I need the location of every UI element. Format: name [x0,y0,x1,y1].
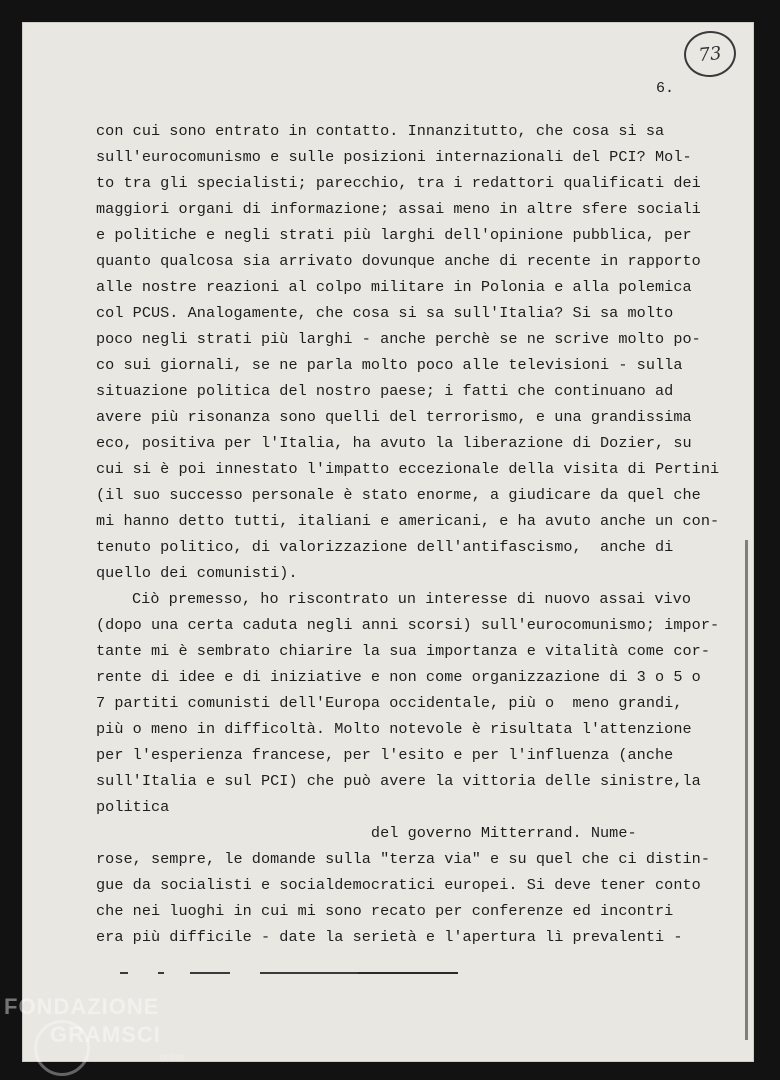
text-line: avere più risonanza sono quelli del terrorismo, e una grandissima [96,408,692,426]
text-line: tante mi è sembrato chiarire la sua importanza e vitalità come cor- [96,642,710,660]
text-line: to tra gli specialisti; parecchio, tra i redattori qualificati dei [96,174,701,192]
text-line: Ciò premesso, ho riscontrato un interesse di nuovo assai vivo [132,590,692,608]
text-line: tenuto politico, di valorizzazione dell'antifascismo, anche di [96,538,674,556]
text-line: che nei luoghi in cui mi sono recato per conferenze ed incontri [96,902,674,920]
text-line: maggiori organi di informazione; assai meno in altre sfere sociali [96,200,701,218]
text-line: eco, positiva per l'Italia, ha avuto la liberazione di Dozier, su [96,434,692,452]
text-line: quanto qualcosa sia arrivato dovunque anche di recente in rapporto [96,252,701,270]
text-line: rose, sempre, le domande sulla "terza via" e su quel che ci distin- [96,850,710,868]
watermark-line-2: GRAMSCI [50,1022,161,1047]
text-line: quello dei comunisti). [96,564,298,582]
text-line: mi hanno detto tutti, italiani e americani, e ha avuto anche un con- [96,512,720,530]
text-line: alle nostre reazioni al colpo militare in Polonia e alla polemica [96,278,692,296]
page-number: 6. [656,80,675,97]
archive-number-stamp: 73 [682,28,739,79]
text-line: (il suo successo personale è stato enorme, a giudicare da quel che [96,486,701,504]
foundation-watermark [4,994,184,1063]
text-line: sull'eurocomunismo e sulle posizioni internazionali del PCI? Mol- [96,148,692,166]
text-line: gue da socialisti e socialdemocratici europei. Si deve tener conto [96,876,701,894]
text-line: politica [96,798,170,816]
watermark-line-1: FONDAZIONE [4,994,160,1019]
text-line: del governo Mitterrand. Nume- [96,824,637,842]
watermark-line-3: onlus [160,1052,184,1063]
bottom-ink-marks [120,962,470,982]
text-line: poco negli strati più larghi - anche perchè se ne scrive molto po- [96,330,701,348]
text-line: cui si è poi innestato l'impatto eccezionale della visita di Pertini [96,460,720,478]
text-line: situazione politica del nostro paese; i fatti che continuano ad [96,382,674,400]
page-edge-shadow [745,540,748,1040]
watermark-logo-icon [34,1020,90,1076]
text-line: era più difficile - date la serietà e l'apertura lì prevalenti - [96,928,683,946]
text-line: e politiche e negli strati più larghi dell'opinione pubblica, per [96,226,692,244]
typed-text-body [96,118,720,950]
text-line: per l'esperienza francese, per l'esito e per l'influenza (anche [96,746,674,764]
text-line: più o meno in difficoltà. Molto notevole è risultata l'attenzione [96,720,692,738]
text-line: 7 partiti comunisti dell'Europa occidentale, più o meno grandi, [96,694,683,712]
text-line: col PCUS. Analogamente, che cosa si sa sull'Italia? Si sa molto [96,304,674,322]
text-line: co sui giornali, se ne parla molto poco alle televisioni - sulla [96,356,683,374]
text-line: rente di idee e di iniziative e non come organizzazione di 3 o 5 o [96,668,701,686]
text-line: con cui sono entrato in contatto. Innanzitutto, che cosa si sa [96,122,665,140]
text-line: (dopo una certa caduta negli anni scorsi) sull'eurocomunismo; impor- [96,616,720,634]
text-line: sull'Italia e sul PCI) che può avere la vittoria delle sinistre,la [96,772,701,790]
